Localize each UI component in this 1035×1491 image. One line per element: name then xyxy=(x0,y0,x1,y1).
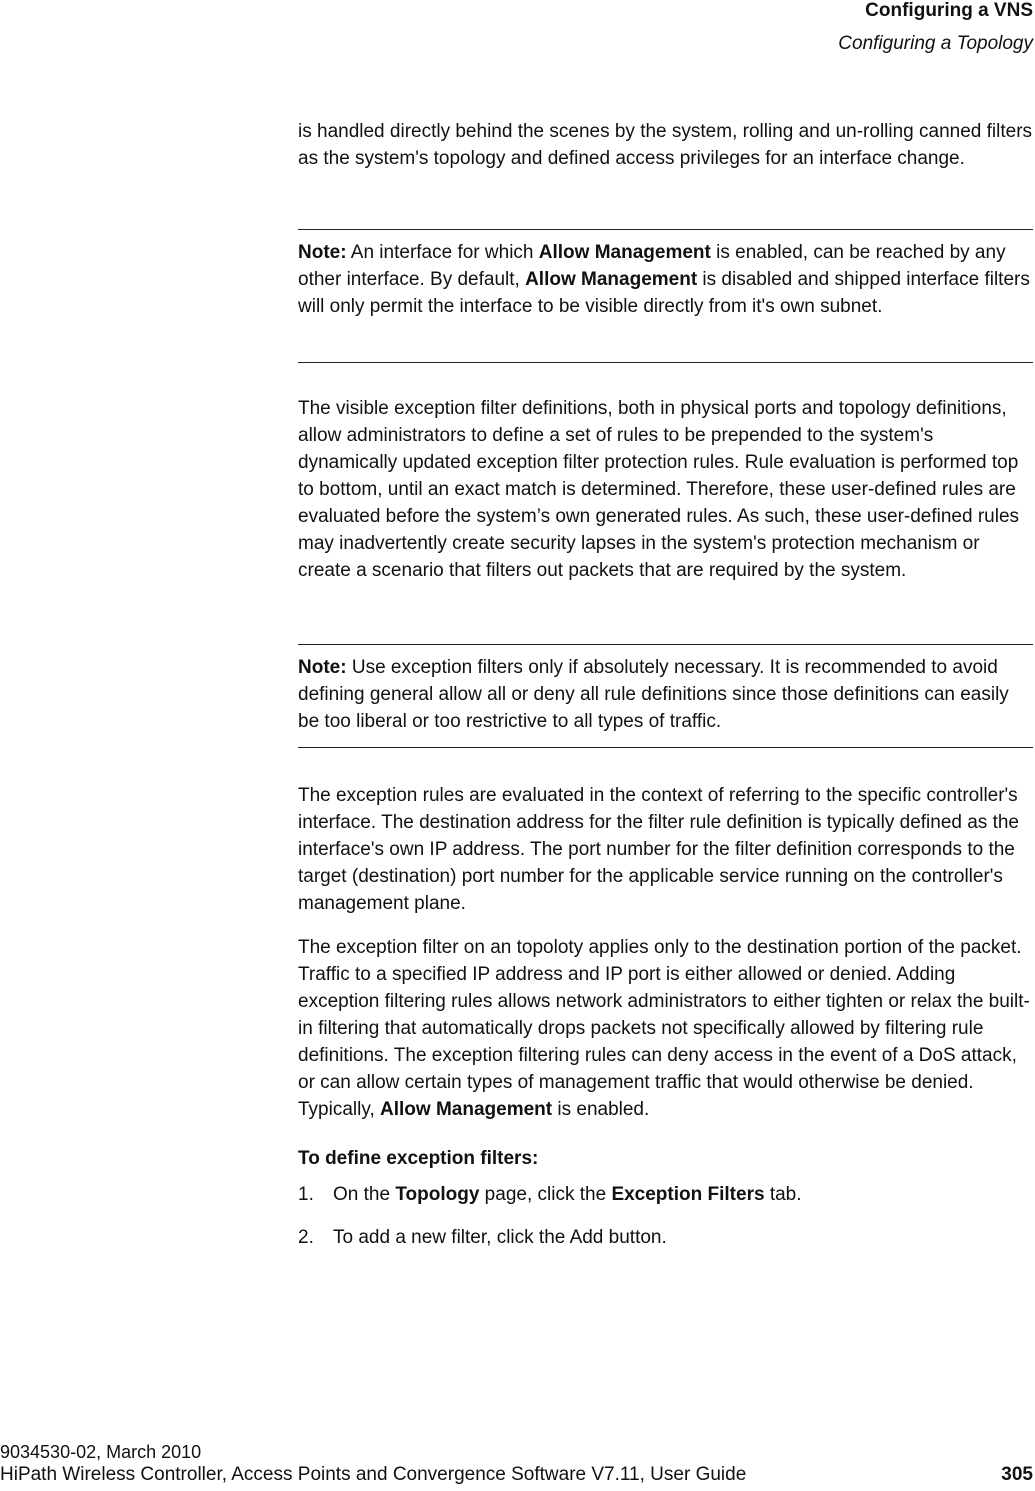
procedure-step: 1. On the Topology page, click the Exception Filters tab. xyxy=(298,1181,1033,1208)
exception-filters-term: Exception Filters xyxy=(611,1184,765,1205)
note-top-rule xyxy=(298,229,1033,230)
procedure-step: 2. To add a new filter, click the Add button. xyxy=(298,1224,1033,1251)
note-bottom-rule xyxy=(298,362,1033,363)
topology-term: Topology xyxy=(395,1184,480,1205)
footer-title: HiPath Wireless Controller, Access Points and Convergence Software V7.11, User Guide xyxy=(0,1464,747,1485)
note-top-rule xyxy=(298,644,1033,645)
note-allow-management: Note: An interface for which Allow Management is enabled, can be reached by any other interface. By default, Allow Management is disabled and shipped interface filters will only permit the interface to be visible directly from it's own subnet. xyxy=(298,242,1030,317)
note-label: Note: xyxy=(298,242,347,263)
allow-management-term: Allow Management xyxy=(525,269,698,290)
allow-management-term: Allow Management xyxy=(538,242,711,263)
footer-doc-number: 9034530-02, March 2010 xyxy=(0,1442,202,1462)
intro-paragraph: is handled directly behind the scenes by the system, rolling and un-rolling canned filters as the system's topology and defined access privileges for an interface change. xyxy=(298,121,1033,169)
note-bottom-rule xyxy=(298,747,1033,748)
topology-filter-paragraph: The exception filter on an topoloty applies only to the destination portion of the packet. Traffic to a specified IP address and IP port is either allowed or denied. Adding exception filtering rules allows network administrators to either tighten or relax the built-in filtering that automatically drops packets not specifically allowed by filtering rule definitions. The exception filtering rules can deny access in the event of a DoS attack, or can allow certain types of management traffic that would otherwise be denied. Typically, Allow Management is enabled. xyxy=(298,937,1030,1120)
note-use-exception-filters: Note: Use exception filters only if absolutely necessary. It is recommended to avoid defining general allow all or deny all rule definitions since those definitions can easily be too liberal or too restrictive to all types of traffic. xyxy=(298,657,1009,732)
step-number: 2. xyxy=(298,1227,314,1248)
note-label: Note: xyxy=(298,657,347,678)
running-header-chapter: Configuring a VNS xyxy=(865,0,1033,21)
step-number: 1. xyxy=(298,1184,314,1205)
procedure-heading: To define exception filters: xyxy=(298,1148,539,1169)
exception-filter-paragraph: The visible exception filter definitions, both in physical ports and topology definitions, allow administrators to define a set of rules to be prepended to the system's dynamically updated exception filter protection rules. Rule evaluation is performed top to bottom, until an exact match is determined. Therefore, these user-defined rules are evaluated before the system’s own generated rules. As such, these user-defined rules may inadvertently create security lapses in the system's protection mechanism or create a scenario that filters out packets that are required by the system. xyxy=(298,398,1020,581)
allow-management-term: Allow Management xyxy=(380,1099,553,1120)
exception-rules-paragraph: The exception rules are evaluated in the context of referring to the specific controller's interface. The destination address for the filter rule definition is typically defined as the interface's own IP address. The port number for the filter definition corresponds to the target (destination) port number for the applicable service running on the controller's management plane. xyxy=(298,785,1019,914)
page-number: 305 xyxy=(1001,1464,1033,1485)
running-header-section: Configuring a Topology xyxy=(838,33,1033,54)
